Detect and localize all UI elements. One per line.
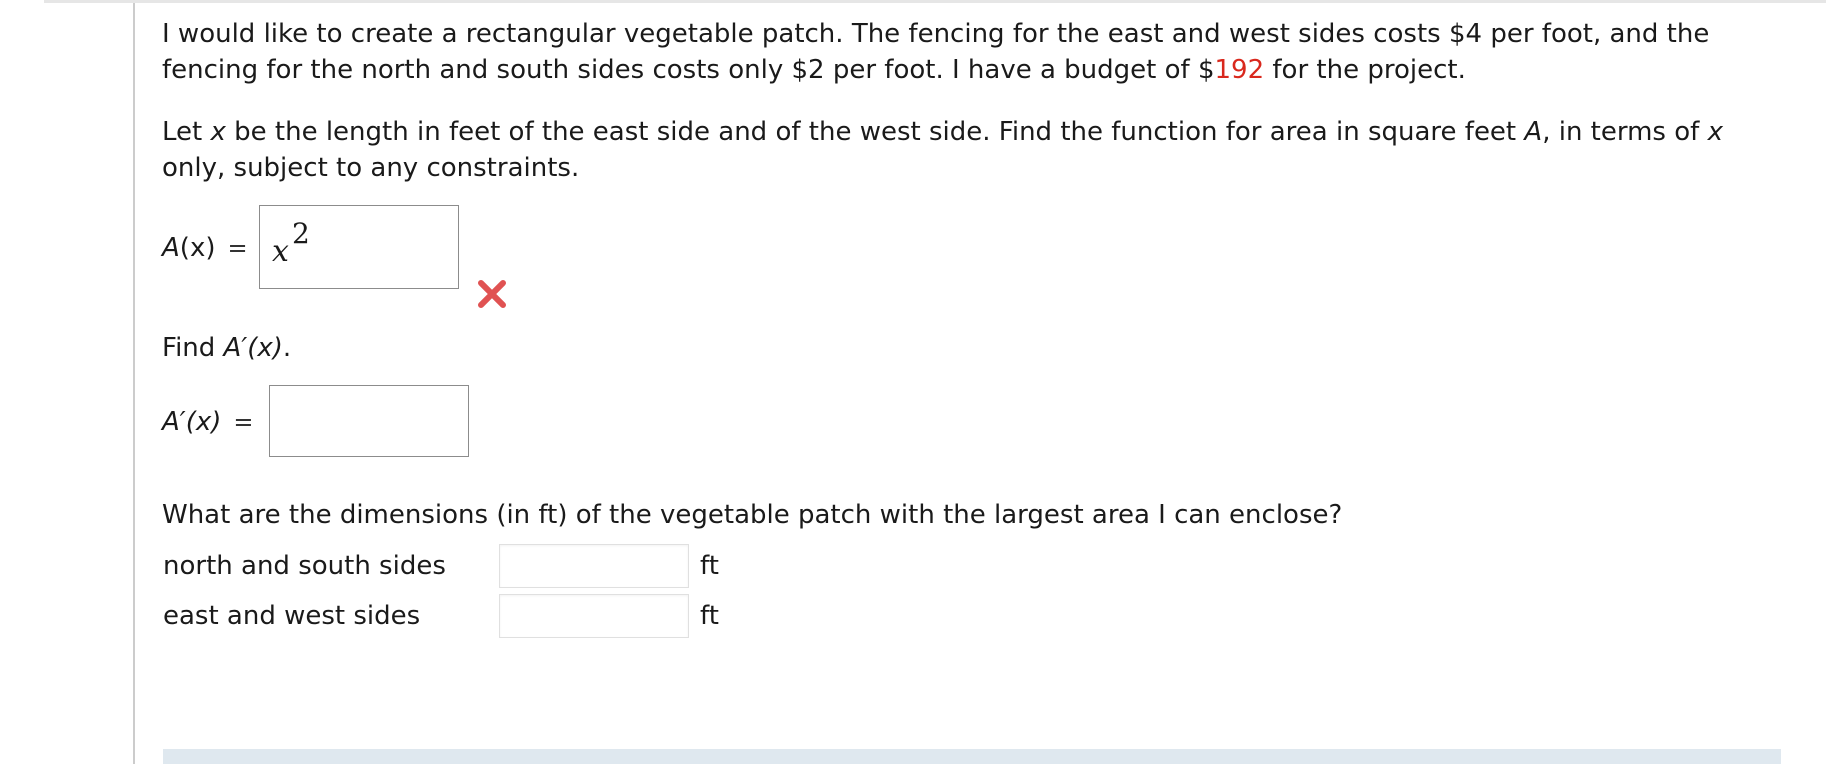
problem-statement [162,16,1782,88]
answer-exponent: 2 [292,217,310,250]
unit-label: ft [700,601,719,631]
derivative-input[interactable] [269,385,469,457]
dimension-row-east-west [162,594,862,638]
equals-sign: = [227,234,248,262]
equals-sign: = [233,408,254,436]
statement-text: I would like to create a rectangular vegetable patch. The fencing for the east and west sides costs $4 per foot, and the fencing for the north and south sides costs only $2 per foot. I have a budget of $ [162,19,1710,85]
statement-text-end: for the project. [1264,55,1466,85]
derivative-label-row [162,404,263,440]
top-divider [44,0,1826,3]
instruction-part: only, subject to any constraints. [162,153,580,183]
left-border [133,3,135,764]
dimension-row-north-south [162,544,862,588]
east-west-label: east and west sides [163,601,421,631]
north-south-label: north and south sides [163,551,446,581]
budget-value: 192 [1214,55,1265,85]
variable-x: x [210,117,226,147]
answer-base: x [272,234,289,269]
unit-label: ft [700,551,719,581]
incorrect-x-icon [476,278,508,310]
derivative-label: A′(x) [162,407,222,437]
instruction-part: , in terms of [1542,117,1708,147]
area-function-label-row [162,230,258,266]
instruction-text [162,114,1782,186]
area-function-input[interactable] [259,205,459,289]
north-south-input[interactable] [499,544,689,588]
derivative-prompt: Find A′(x). [162,333,292,363]
east-west-input[interactable] [499,594,689,638]
variable-x: x [1707,117,1723,147]
variable-A: A [1524,117,1543,147]
dimensions-question: What are the dimensions (in ft) of the vegetable patch with the largest area I can enclose? [162,500,1343,530]
instruction-part: be the length in feet of the east side and of the west side. Find the function for area in square feet [225,117,1525,147]
bottom-panel [163,749,1781,764]
area-function-label: A(x) [162,233,216,263]
instruction-part: Let [162,117,211,147]
